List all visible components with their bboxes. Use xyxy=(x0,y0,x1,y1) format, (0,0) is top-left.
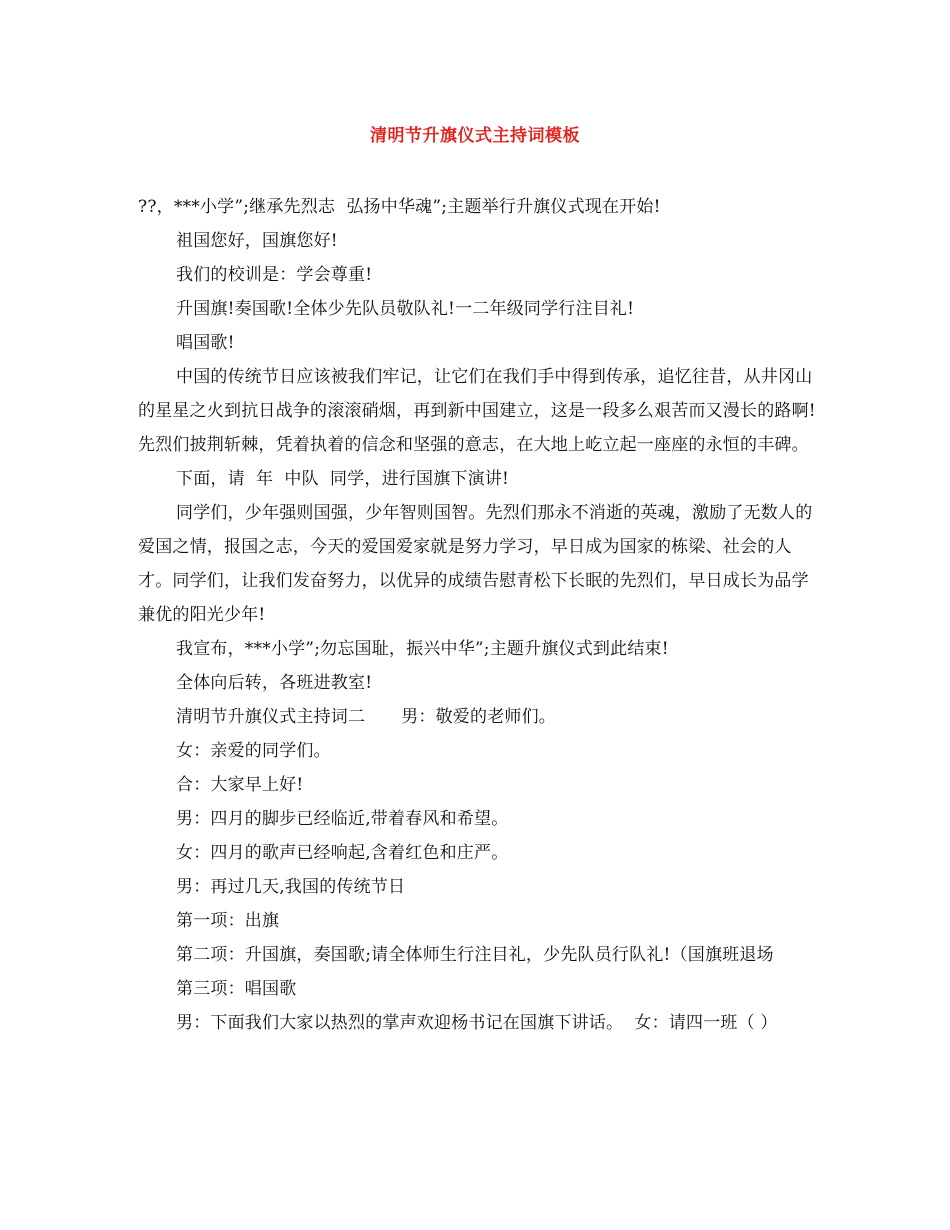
paragraph: 同学们，少年强则国强，少年智则国智。先烈们那永不消逝的英魂，激励了无数人的爱国之情，报国之志，今天的爱国爱家就是努力学习，早日成为国家的栋梁、社会的人才。同学们，让我们发奋努力，以优异的成绩告慰青松下长眠的先烈们，早日成长为品学兼优的阳光少年! xyxy=(138,503,813,625)
paragraph: 男：再过几天,我国的传统节日 xyxy=(176,877,406,897)
paragraph: 唱国歌! xyxy=(176,333,235,353)
paragraph: 第三项：唱国歌 xyxy=(176,979,297,999)
paragraph: 升国旗!奏国歌!全体少先队员敬队礼!一二年级同学行注目礼! xyxy=(176,299,635,319)
paragraph: 第二项：升国旗，奏国歌;请全体师生行注目礼，少先队员行队礼!（国旗班退场 xyxy=(176,945,774,965)
paragraph: 男：四月的脚步已经临近,带着春风和希望。 xyxy=(176,809,509,829)
paragraph xyxy=(138,700,822,734)
paragraph: 女：四月的歌声已经响起,含着红色和庄严。 xyxy=(176,843,509,863)
paragraph: 第一项：出旗 xyxy=(176,911,280,931)
paragraph: 下面，请 年 中队 同学，进行国旗下演讲! xyxy=(176,469,510,489)
paragraph: 我宣布，***小学”;勿忘国耻，振兴中华”;主题升旗仪式到此结束! xyxy=(176,639,669,659)
paragraph: 祖国您好，国旗您好! xyxy=(176,231,338,251)
dialogue-line: 男：敬爱的老师们。 xyxy=(401,707,557,727)
paragraph: 我们的校训是：学会尊重! xyxy=(176,265,373,285)
section-heading: 清明节升旗仪式主持词二 xyxy=(176,707,366,727)
paragraph: ??，***小学”;继承先烈志 弘扬中华魂”;主题举行升旗仪式现在开始! xyxy=(138,197,661,217)
paragraph: 女：亲爱的同学们。 xyxy=(176,741,331,761)
document-title: 清明节升旗仪式主持词模板 xyxy=(370,126,580,146)
paragraph: 中国的传统节日应该被我们牢记，让它们在我们手中得到传承，追忆往昔，从井冈山的星星之火到抗日战争的滚滚硝烟，再到新中国建立，这是一段多么艰苦而又漫长的路啊!先烈们披荆斩棘，凭着执着的信念和坚强的意志，在大地上屹立起一座座的永恒的丰碑。 xyxy=(138,367,816,455)
paragraph: 男：下面我们大家以热烈的掌声欢迎杨书记在国旗下讲话。 女：请四一班（ ） xyxy=(176,1013,778,1033)
paragraph: 全体向后转，各班进教室! xyxy=(176,673,373,693)
document-body xyxy=(138,190,822,1040)
paragraph: 合：大家早上好! xyxy=(176,775,304,795)
